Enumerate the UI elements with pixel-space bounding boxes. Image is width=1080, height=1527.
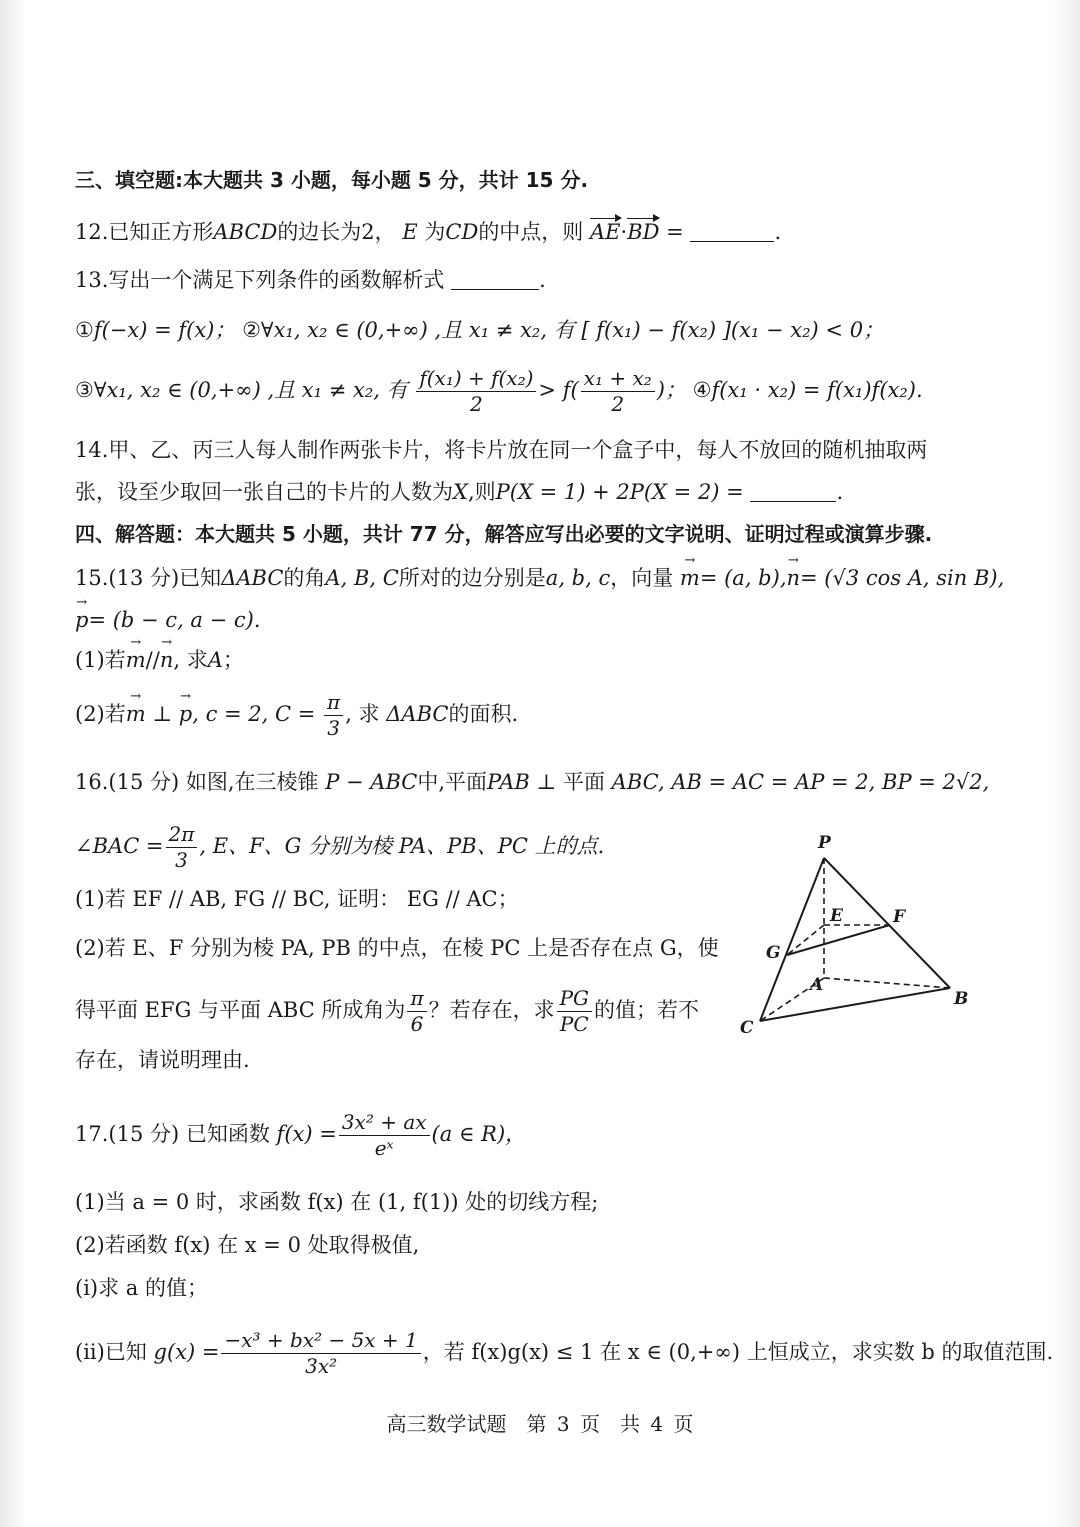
q17-f-fraction: [339, 1110, 430, 1161]
q16-l1-d: , AB = AC = AP = 2, BP = 2√2,: [657, 770, 990, 794]
q16-l1-c: ⊥ 平面: [536, 770, 605, 794]
q12-abcd: ABCD: [213, 220, 278, 244]
q15-line2: [75, 608, 261, 633]
q16-angle-fraction: [166, 822, 198, 873]
q13-c4-expr: f(x₁ · x₂) = f(x₁)f(x₂).: [711, 378, 923, 402]
edge-gf: [787, 925, 890, 955]
q13-c4-mark: ④: [692, 378, 712, 402]
q12: 12.已知正方形ABCD的边长为2， E 为CD的中点，则 AE·BD = .: [75, 220, 782, 244]
q16-l2-b: , E、F、G 分别为棱 PA、PB、PC 上的点.: [199, 834, 605, 858]
label-e: E: [830, 906, 843, 926]
label-f: F: [893, 907, 906, 927]
q16-pi6-fraction: [407, 986, 426, 1037]
fraction-numerator: 2π: [166, 822, 198, 848]
page-footer: 高三数学试题 第 3 页 共 4 页: [386, 1412, 694, 1436]
q14-line2-a: 张，设至少取回一张自己的卡片的人数为: [75, 480, 453, 504]
vector-n: → n: [787, 566, 801, 591]
q14-line2-b: ,则: [467, 480, 496, 504]
q17-part1: (1)当 a = 0 时，求函数 f(x) 在 (1, f(1)) 处的切线方程;: [75, 1190, 599, 1214]
q16-part1: (1)若 EF // AB, FG // BC, 证明： EG // AC；: [75, 887, 519, 911]
q15-c: 所对的边分别是: [398, 566, 546, 590]
q12-dot: ·: [620, 220, 628, 244]
fraction-denominator: 6: [410, 1012, 424, 1036]
q16-pyramid-figure: [730, 828, 980, 1042]
q15-pval: = (b − c, a − c).: [88, 608, 261, 632]
vector-n: → n: [160, 648, 174, 673]
q13-prompt: 13.写出一个满足下列条件的函数解析式 .: [75, 268, 546, 292]
q12-t2: 为: [424, 220, 446, 244]
fraction-numerator: 3x² + ax: [339, 1110, 430, 1136]
vector-m: → m: [680, 566, 700, 591]
q13-c2-mark: ②: [242, 318, 261, 342]
q15-a-var: A: [207, 648, 223, 672]
q14-answer-blank[interactable]: [750, 481, 836, 502]
q13-c3-mark: ③: [75, 378, 94, 402]
fraction-denominator: 3: [175, 848, 188, 872]
fraction-numerator: PG: [557, 986, 592, 1012]
fraction-denominator: 2: [470, 392, 483, 416]
q16-pgpc-fraction: [557, 986, 592, 1037]
q15-s2-b: , 求: [345, 702, 380, 726]
q15-sides: a, b, c: [545, 566, 611, 590]
label-c: C: [740, 1018, 754, 1038]
q17-part2-ii: [75, 1328, 1053, 1379]
q13-c3-pre: ∀x₁, x₂ ∈ (0,+∞) ,且 x₁ ≠ x₂, 有: [93, 378, 408, 402]
q16-l1-b: 中,平面: [417, 770, 488, 794]
q15-b: 的角: [283, 566, 326, 590]
q17-fx: f(x) =: [276, 1122, 337, 1146]
q17-part2: (2)若函数 f(x) 在 x = 0 处取得极值,: [75, 1233, 420, 1257]
pyramid-edges: [760, 858, 950, 1021]
q12-t3: 的中点，则: [478, 220, 584, 244]
vector-m: → m: [126, 702, 146, 727]
q15-part2: [75, 690, 518, 741]
q16-pabc: P − ABC: [325, 770, 418, 794]
q13-conditions-3-4: [75, 366, 923, 417]
q15-tri: ΔABC: [221, 566, 284, 590]
q16-part2-line2: [75, 986, 699, 1037]
vector-ae: AE: [590, 220, 621, 244]
q16-s2-l2a: 得平面 EFG 与平面 ABC 所成角为: [75, 998, 406, 1022]
q15-part1: [75, 648, 244, 673]
fraction-denominator: 3: [327, 716, 340, 740]
q15-s2-c: 的面积.: [448, 702, 519, 726]
q16-part2-line3: 存在，请说明理由.: [75, 1048, 250, 1072]
q13-conditions-1-2: [75, 318, 884, 343]
q17-ii-a: (ii)已知: [75, 1340, 147, 1364]
q12-cd: CD: [445, 220, 479, 244]
perpendicular-symbol: ⊥: [152, 702, 173, 726]
q15-angles: A, B, C: [325, 566, 399, 590]
q12-eq: =: [666, 220, 684, 244]
q14-x: X: [453, 480, 468, 504]
q16-line1: [75, 770, 989, 795]
q13-answer-blank[interactable]: [451, 269, 539, 290]
q16-angle: ∠BAC =: [75, 834, 164, 858]
fraction-numerator: π: [324, 690, 343, 716]
vector-p: → p: [75, 608, 88, 633]
vector-bd: BD: [627, 220, 660, 244]
q14-line2: 张，设至少取回一张自己的卡片的人数为X,则P(X = 1) + 2P(X = 2) = .: [75, 480, 844, 504]
q16-part2-line1: (2)若 E、F 分别为棱 PA, PB 的中点，在棱 PC 上是否存在点 G，使: [75, 936, 719, 960]
q15-semi: ；: [222, 648, 244, 672]
section3-heading: 三、填空题:本大题共 3 小题，每小题 5 分，共计 15 分.: [75, 168, 589, 192]
q16-line2: [75, 822, 604, 873]
fraction-numerator: x₁ + x₂: [581, 366, 655, 392]
q17-part2-i: (i)求 a 的值；: [75, 1276, 208, 1300]
q13-c3-fraction: [416, 366, 536, 417]
fraction-numerator: f(x₁) + f(x₂): [416, 366, 536, 392]
vector-m: → m: [126, 648, 146, 673]
section4-heading: 四、解答题：本大题共 5 小题，共计 77 分，解答应写出必要的文字说明、证明过程或演算步骤.: [75, 522, 933, 546]
q12-t1: 的边长为2，: [277, 220, 396, 244]
fraction-numerator: −x³ + bx² − 5x + 1: [221, 1328, 420, 1354]
q13-c3-fraction2: [581, 366, 655, 417]
q17-line1: [75, 1110, 526, 1161]
fraction-denominator: 2: [611, 392, 625, 416]
q13-c1-expr: f(−x) = f(x)；: [93, 318, 236, 342]
q13-c3-close: )；: [656, 378, 686, 402]
label-p: P: [818, 833, 831, 853]
q16-s2-l2c: 的值；若不: [594, 998, 700, 1022]
q15-d: ，向量: [610, 566, 674, 590]
label-a: A: [810, 975, 824, 995]
q15-c-fraction: [324, 690, 343, 741]
fraction-denominator: 3x²: [305, 1354, 338, 1378]
q13-c3-gt: > f(: [538, 378, 579, 402]
q17-a: 17.(15 分) 已知函数: [75, 1122, 270, 1146]
parallel-symbol: //: [145, 648, 160, 672]
fraction-denominator: eˣ: [374, 1136, 394, 1160]
q14-expr: P(X = 1) + 2P(X = 2) =: [495, 480, 744, 504]
vector-p: → p: [179, 702, 192, 727]
q12-e: E: [402, 220, 418, 244]
q12-prefix: 12.已知正方形: [75, 220, 214, 244]
edge-pc: [760, 858, 824, 1021]
q15-s1-b: , 求: [173, 648, 208, 672]
q15-s2-tri: ΔABC: [386, 702, 449, 726]
q15-a: 15.(13 分)已知: [75, 566, 222, 590]
q14-line1: 14.甲、乙、丙三人每人制作两张卡片，将卡片放在同一个盒子中，每人不放回的随机抽取两: [75, 438, 928, 462]
q16-l1-a: 16.(15 分) 如图,在三棱锥: [75, 770, 319, 794]
q16-pab: PAB: [487, 770, 530, 794]
q17-gx: g(x) =: [153, 1340, 220, 1364]
q15-s2-cond: , c = 2, C =: [192, 702, 316, 726]
label-g: G: [766, 943, 781, 963]
fraction-numerator: π: [407, 986, 426, 1012]
q16-abc: ABC: [611, 770, 658, 794]
edge-cb: [760, 988, 950, 1021]
q12-answer-blank[interactable]: [690, 221, 774, 242]
q15-s1-a: (1)若: [75, 648, 126, 672]
q17-ii-b: ，若 f(x)g(x) ≤ 1 在 x ∈ (0,+∞) 上恒成立，求实数 b 的取值范围.: [422, 1340, 1054, 1364]
q17-g-fraction: [221, 1328, 420, 1379]
pyramid-hidden-edges: [760, 858, 950, 1021]
label-b: B: [954, 989, 969, 1009]
q13-prefix: 13.写出一个满足下列条件的函数解析式: [75, 268, 445, 292]
edge-ab: [824, 978, 950, 988]
q16-s2-l2b: ？若存在，求: [428, 998, 555, 1022]
q15-mval: = (a, b),: [699, 566, 787, 590]
fraction-denominator: PC: [559, 1012, 589, 1036]
q15-nval: = (√3 cos A, sin B),: [800, 566, 1005, 590]
q13-c1-mark: ①: [75, 318, 94, 342]
q15-s2-a: (2)若: [75, 702, 126, 726]
q17-cond: (a ∈ R)，: [431, 1122, 527, 1146]
q15-line1: [75, 566, 1004, 591]
q13-c2-expr: ∀x₁, x₂ ∈ (0,+∞) ,且 x₁ ≠ x₂, 有 [ f(x₁) − f(x₂) ](x₁ − x₂) < 0；: [260, 318, 885, 342]
